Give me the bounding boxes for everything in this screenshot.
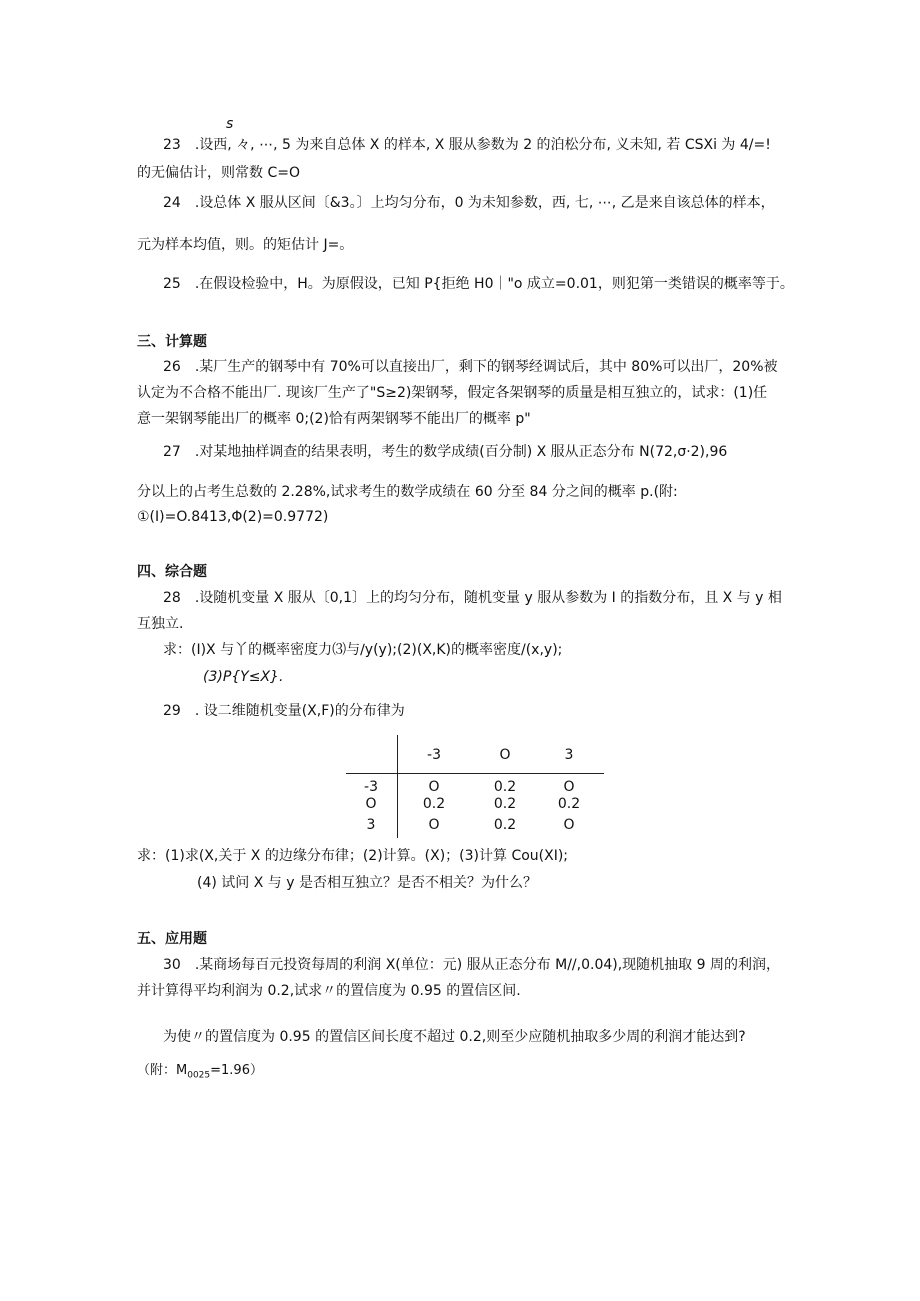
table-cell: O	[563, 779, 575, 795]
table-col-header: 3	[564, 747, 574, 763]
table-cell: 0.2	[493, 796, 517, 812]
table-cell: 0.2	[493, 817, 517, 833]
q26-line2: 认定为不合格不能出厂. 现该厂生产了"S≥2)架钢琴，假定各架钢琴的质量是相互独立的，试求：(1)任	[137, 385, 768, 401]
table-row-label: O	[365, 796, 377, 812]
table-col-header: O	[499, 747, 511, 763]
table-row-label: 3	[366, 817, 376, 833]
q27-line3: ①(I)=O.8413,Φ(2)=0.9772)	[137, 509, 329, 525]
table-cell: 0.2	[493, 779, 517, 795]
q26-line1: 26 .某厂生产的钢琴中有 70%可以直接出厂，剩下的钢琴经调试后，其中 80%可以出厂，20%被	[163, 359, 778, 375]
q30-note-subscript: 0025	[187, 1070, 211, 1081]
q28-line4: (3)P{Y≤X}.	[203, 669, 284, 685]
table-vertical-rule	[397, 735, 398, 838]
page-mark: s	[226, 116, 234, 132]
table-row-label: -3	[364, 779, 378, 795]
q24-line1: 24 .设总体 X 服从区间〔&3。〕上均匀分布，0 为未知参数，西, 七, ⋯, 乙是来自该总体的样本，	[163, 195, 775, 211]
table-horizontal-rule	[346, 773, 604, 774]
section3-title: 三、计算题	[137, 334, 207, 350]
q28-line3: 求：(I)X 与丫的概率密度力⑶与∕y(y);(2)(X,K)的概率密度/(x,y);	[163, 642, 563, 658]
q29-line2: 求：(1)求(X,关于 X 的边缘分布律；(2)计算。(X)；(3)计算 Cou(XI);	[137, 848, 569, 864]
q24-line2: 元为样本均值，则。的矩估计 J=。	[137, 237, 354, 253]
q30-line1: 30 .某商场每百元投资每周的利润 X(单位：元) 服从正态分布 M//,0.04),现随机抽取 9 周的利润，	[163, 957, 780, 973]
q30-line3: 为使〃的置信度为 0.95 的置信区间长度不超过 0.2,则至少应随机抽取多少周的利润才能达到?	[163, 1029, 746, 1045]
table-cell: O	[563, 817, 575, 833]
q29-line1: 29 . 设二维随机变量(X,F)的分布律为	[163, 703, 405, 719]
q27-line1: 27 .对某地抽样调查的结果表明，考生的数学成绩(百分制) X 服从正态分布 N(72,σ·2),96	[163, 444, 728, 460]
table-col-header: -3	[427, 747, 441, 763]
q29-line3: (4) 试问 X 与 y 是否相互独立？是否不相关？为什么？	[197, 875, 537, 891]
table-cell: 0.2	[422, 796, 446, 812]
table-cell: O	[428, 817, 440, 833]
q27-line2: 分以上的占考生总数的 2.28%,试求考生的数学成绩在 60 分至 84 分之间的概率 p.(附:	[137, 484, 678, 500]
section5-title: 五、应用题	[137, 931, 207, 947]
distribution-table	[346, 735, 604, 838]
q23-line2: 的无偏估计，则常数 C=O	[137, 165, 300, 181]
q30-line2: 并计算得平均利润为 0.2,试求〃的置信度为 0.95 的置信区间.	[137, 983, 521, 999]
table-cell: O	[428, 779, 440, 795]
q23-line1: 23 .设西, 々, ⋯, 5 为来自总体 X 的样本, X 服从参数为 2 的泊松分布, 义未知, 若 CSXi 为 4/=!	[163, 137, 771, 153]
section4-title: 四、综合题	[137, 564, 207, 580]
q30-note	[137, 1062, 263, 1085]
q30-note-prefix: （附：M	[137, 1063, 188, 1078]
table-cell: 0.2	[557, 796, 581, 812]
q26-line3: 意一架钢琴能出厂的概率 0;(2)恰有两架钢琴不能出厂的概率 p"	[137, 411, 531, 427]
q25-line1: 25 .在假设检验中，H。为原假设，已知 P{拒绝 H0｜"o 成立=0.01，则犯第一类错误的概率等于。	[163, 276, 794, 292]
q28-line2: 互独立.	[137, 616, 184, 632]
q30-note-suffix: =1.96）	[210, 1063, 263, 1078]
q28-line1: 28 .设随机变量 X 服从〔0,1〕上的均匀分布，随机变量 y 服从参数为 I 的指数分布，且 X 与 y 相	[163, 590, 782, 606]
